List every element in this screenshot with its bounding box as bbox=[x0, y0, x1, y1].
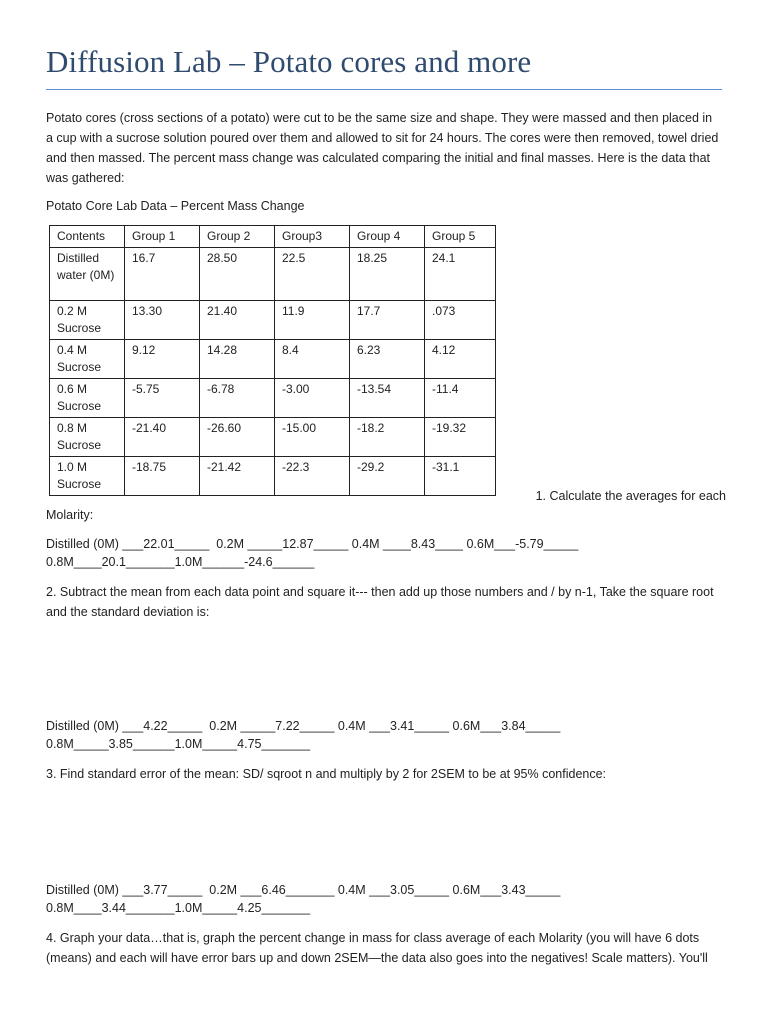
table-row bbox=[50, 378, 496, 417]
table-cell: -21.40 bbox=[125, 417, 200, 456]
answers-standard-error bbox=[46, 881, 722, 917]
data-table bbox=[49, 225, 496, 496]
table-header-cell: Group3 bbox=[275, 226, 350, 248]
table-cell: 1.0 M Sucrose bbox=[50, 456, 125, 495]
table-cell: 8.4 bbox=[275, 339, 350, 378]
answers-averages bbox=[46, 535, 722, 571]
table-cell: 9.12 bbox=[125, 339, 200, 378]
table-cell: 11.9 bbox=[275, 300, 350, 339]
table-cell: -22.3 bbox=[275, 456, 350, 495]
table-row bbox=[50, 339, 496, 378]
table-row bbox=[50, 300, 496, 339]
table-cell: 14.28 bbox=[200, 339, 275, 378]
title-underline bbox=[46, 89, 722, 90]
table-row bbox=[50, 247, 496, 300]
document-title: Diffusion Lab – Potato cores and more bbox=[46, 44, 532, 79]
table-cell: 4.12 bbox=[425, 339, 496, 378]
answer-line: 0.8M____20.1_______1.0M______-24.6______ bbox=[46, 555, 315, 569]
table-cell: 0.6 M Sucrose bbox=[50, 378, 125, 417]
intro-paragraph: Potato cores (cross sections of a potato) were cut to be the same size and shape. They were massed and then placed in a cup with a sucrose solution poured over them and allowed to sit for 24 hours. The cores were then removed, towel dried and then massed. The percent mass change was calculated comparing the initial and final masses. Here is the data that was gathered: bbox=[46, 111, 719, 185]
table-cell: 28.50 bbox=[200, 247, 275, 300]
table-cell: 0.2 M Sucrose bbox=[50, 300, 125, 339]
table-cell: 16.7 bbox=[125, 247, 200, 300]
answer-line: 0.8M_____3.85______1.0M_____4.75_______ bbox=[46, 737, 311, 751]
table-cell: -18.2 bbox=[350, 417, 425, 456]
table-cell: -29.2 bbox=[350, 456, 425, 495]
table-cell: 13.30 bbox=[125, 300, 200, 339]
table-cell: -6.78 bbox=[200, 378, 275, 417]
question-2: 2. Subtract the mean from each data point and square it--- then add up those numbers and / by n-1, Take the square root and the standard deviation is: bbox=[46, 585, 714, 619]
table-cell: -19.32 bbox=[425, 417, 496, 456]
table-cell: -18.75 bbox=[125, 456, 200, 495]
question-3: 3. Find standard error of the mean: SD/ sqroot n and multiply by 2 for 2SEM to be at 95% confidence: bbox=[46, 767, 607, 781]
table-cell: Distilled water (0M) bbox=[50, 247, 125, 300]
table-cell: -11.4 bbox=[425, 378, 496, 417]
answer-line: 0.8M____3.44_______1.0M_____4.25_______ bbox=[46, 901, 311, 915]
table-header-cell: Group 1 bbox=[125, 226, 200, 248]
table-cell: 6.23 bbox=[350, 339, 425, 378]
molarity-label: Molarity: bbox=[46, 508, 94, 522]
answer-line: Distilled (0M) ___4.22_____ 0.2M _____7.22_____ 0.4M ___3.41_____ 0.6M___3.84_____ bbox=[46, 719, 561, 733]
answers-standard-deviation bbox=[46, 717, 722, 753]
table-header-cell: Contents bbox=[50, 226, 125, 248]
table-header-row bbox=[50, 226, 496, 248]
answer-line: Distilled (0M) ___3.77_____ 0.2M ___6.46_______ 0.4M ___3.05_____ 0.6M___3.43_____ bbox=[46, 883, 561, 897]
table-cell: -31.1 bbox=[425, 456, 496, 495]
table-row bbox=[50, 417, 496, 456]
table-row bbox=[50, 456, 496, 495]
table-cell: 24.1 bbox=[425, 247, 496, 300]
table-caption: Potato Core Lab Data – Percent Mass Change bbox=[46, 199, 305, 213]
table-cell: -5.75 bbox=[125, 378, 200, 417]
table-cell: -13.54 bbox=[350, 378, 425, 417]
table-header-cell: Group 2 bbox=[200, 226, 275, 248]
table-header-cell: Group 4 bbox=[350, 226, 425, 248]
table-cell: 21.40 bbox=[200, 300, 275, 339]
question-1: 1. Calculate the averages for each bbox=[535, 489, 726, 503]
table-cell: 22.5 bbox=[275, 247, 350, 300]
table-cell: -21.42 bbox=[200, 456, 275, 495]
answer-line: Distilled (0M) ___22.01_____ 0.2M _____12.87_____ 0.4M ____8.43____ 0.6M___-5.79_____ bbox=[46, 537, 579, 551]
question-4: 4. Graph your data…that is, graph the percent change in mass for class average of each Molarity (you will have 6 dots (means) and each will have error bars up and down 2SEM—the data also goes into the negatives! Scale matters). You'll bbox=[46, 931, 708, 965]
table-cell: -26.60 bbox=[200, 417, 275, 456]
table-header-cell: Group 5 bbox=[425, 226, 496, 248]
table-cell: .073 bbox=[425, 300, 496, 339]
table-cell: -3.00 bbox=[275, 378, 350, 417]
table-cell: 18.25 bbox=[350, 247, 425, 300]
table-cell: 0.8 M Sucrose bbox=[50, 417, 125, 456]
table-cell: 17.7 bbox=[350, 300, 425, 339]
table-cell: 0.4 M Sucrose bbox=[50, 339, 125, 378]
table-cell: -15.00 bbox=[275, 417, 350, 456]
